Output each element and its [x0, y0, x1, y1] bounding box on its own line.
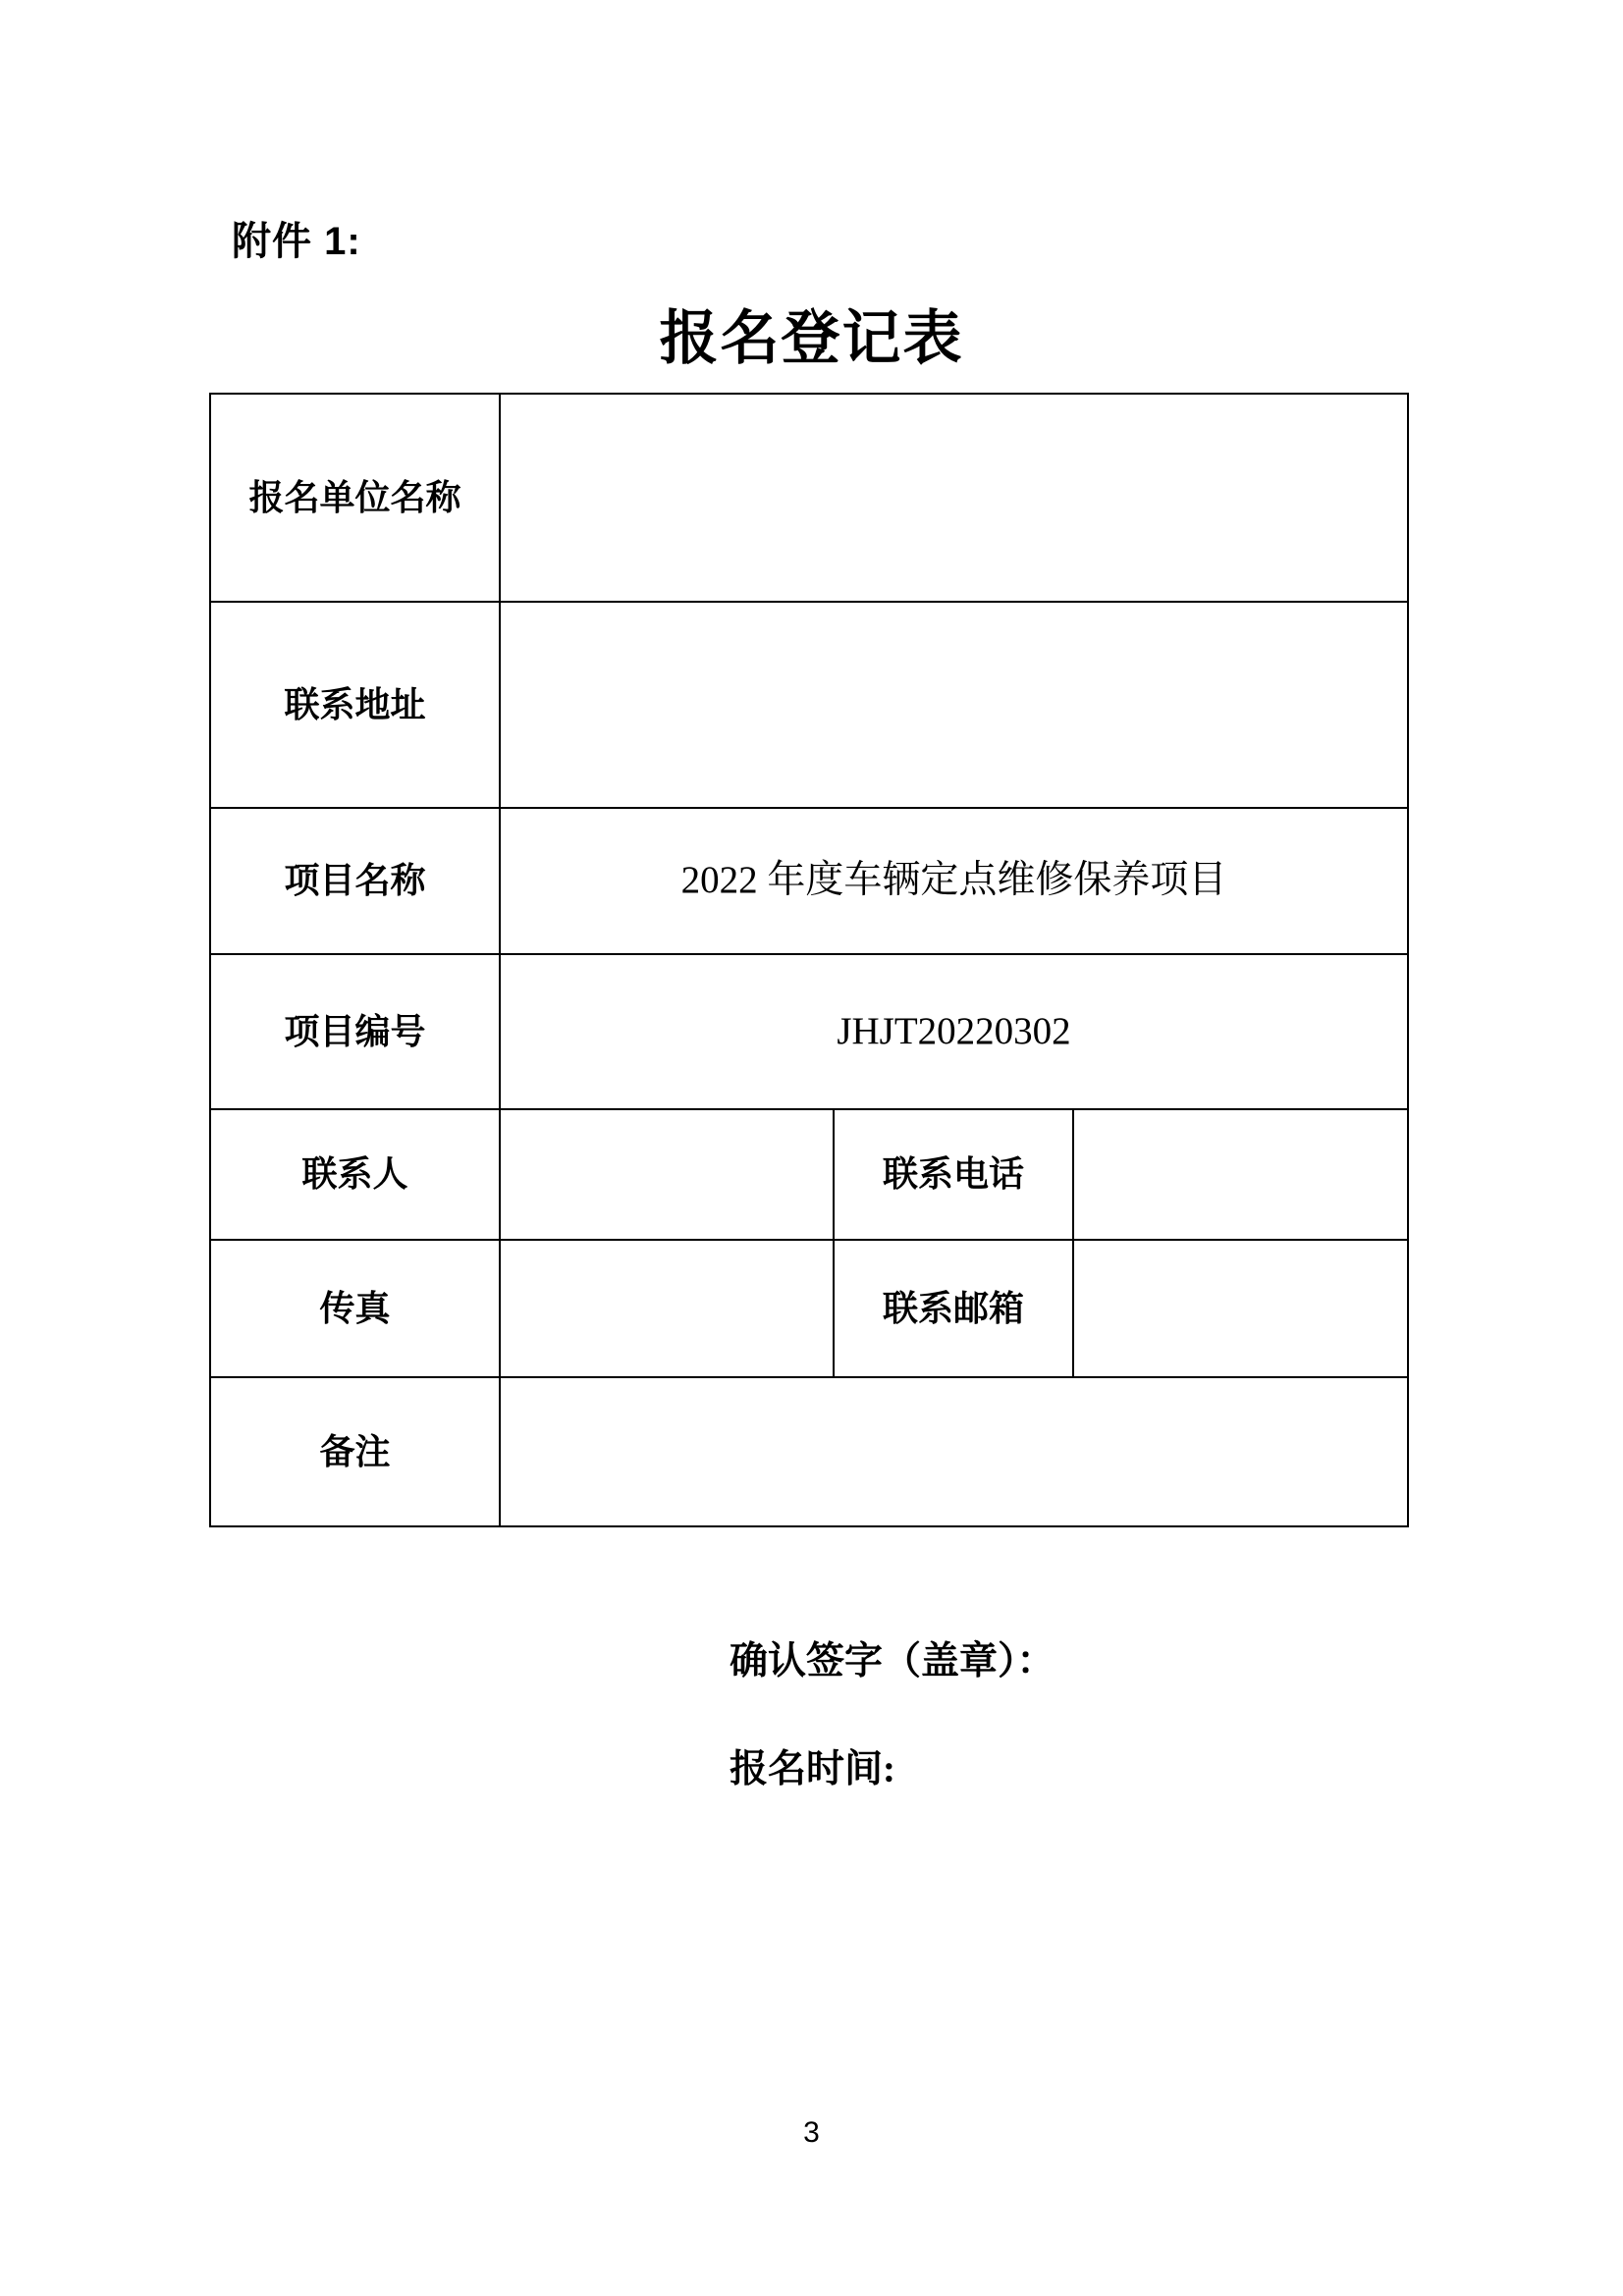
contact-phone-value-cell	[1073, 1109, 1408, 1240]
attachment-label: 附件 1:	[232, 220, 361, 263]
project-number-value-cell: JHJT20220302	[500, 954, 1408, 1109]
signature-block	[730, 1637, 1055, 1794]
table-row-project-name	[210, 808, 1408, 954]
table-row-project-number	[210, 954, 1408, 1109]
unit-name-value-cell	[500, 394, 1408, 602]
page-number: 3	[803, 2116, 820, 2149]
contact-person-value-cell	[500, 1109, 834, 1240]
page-title: 报名登记表	[659, 306, 964, 371]
contact-person-label: 联系人	[210, 1109, 500, 1240]
table-row-contact-person	[210, 1109, 1408, 1240]
contact-email-label: 联系邮箱	[834, 1240, 1073, 1377]
table-row-unit-name	[210, 394, 1408, 602]
registration-form-table	[209, 393, 1409, 1527]
contact-phone-label: 联系电话	[834, 1109, 1073, 1240]
fax-value-cell	[500, 1240, 834, 1377]
unit-name-label: 报名单位名称	[210, 394, 500, 602]
contact-email-value-cell	[1073, 1240, 1408, 1377]
confirm-signature-label: 确认签字（盖章）：	[730, 1640, 1055, 1682]
table-row-remarks	[210, 1377, 1408, 1526]
project-name-label: 项目名称	[210, 808, 500, 954]
registration-date-label: 报名时间:	[730, 1748, 895, 1790]
table-row-contact-address	[210, 602, 1408, 808]
remarks-label: 备注	[210, 1377, 500, 1526]
remarks-value-cell	[500, 1377, 1408, 1526]
contact-address-value-cell	[500, 602, 1408, 808]
contact-address-label: 联系地址	[210, 602, 500, 808]
project-number-label: 项目编号	[210, 954, 500, 1109]
fax-label: 传真	[210, 1240, 500, 1377]
project-name-value-cell: 2022 年度车辆定点维修保养项目	[500, 808, 1408, 954]
table-row-fax	[210, 1240, 1408, 1377]
